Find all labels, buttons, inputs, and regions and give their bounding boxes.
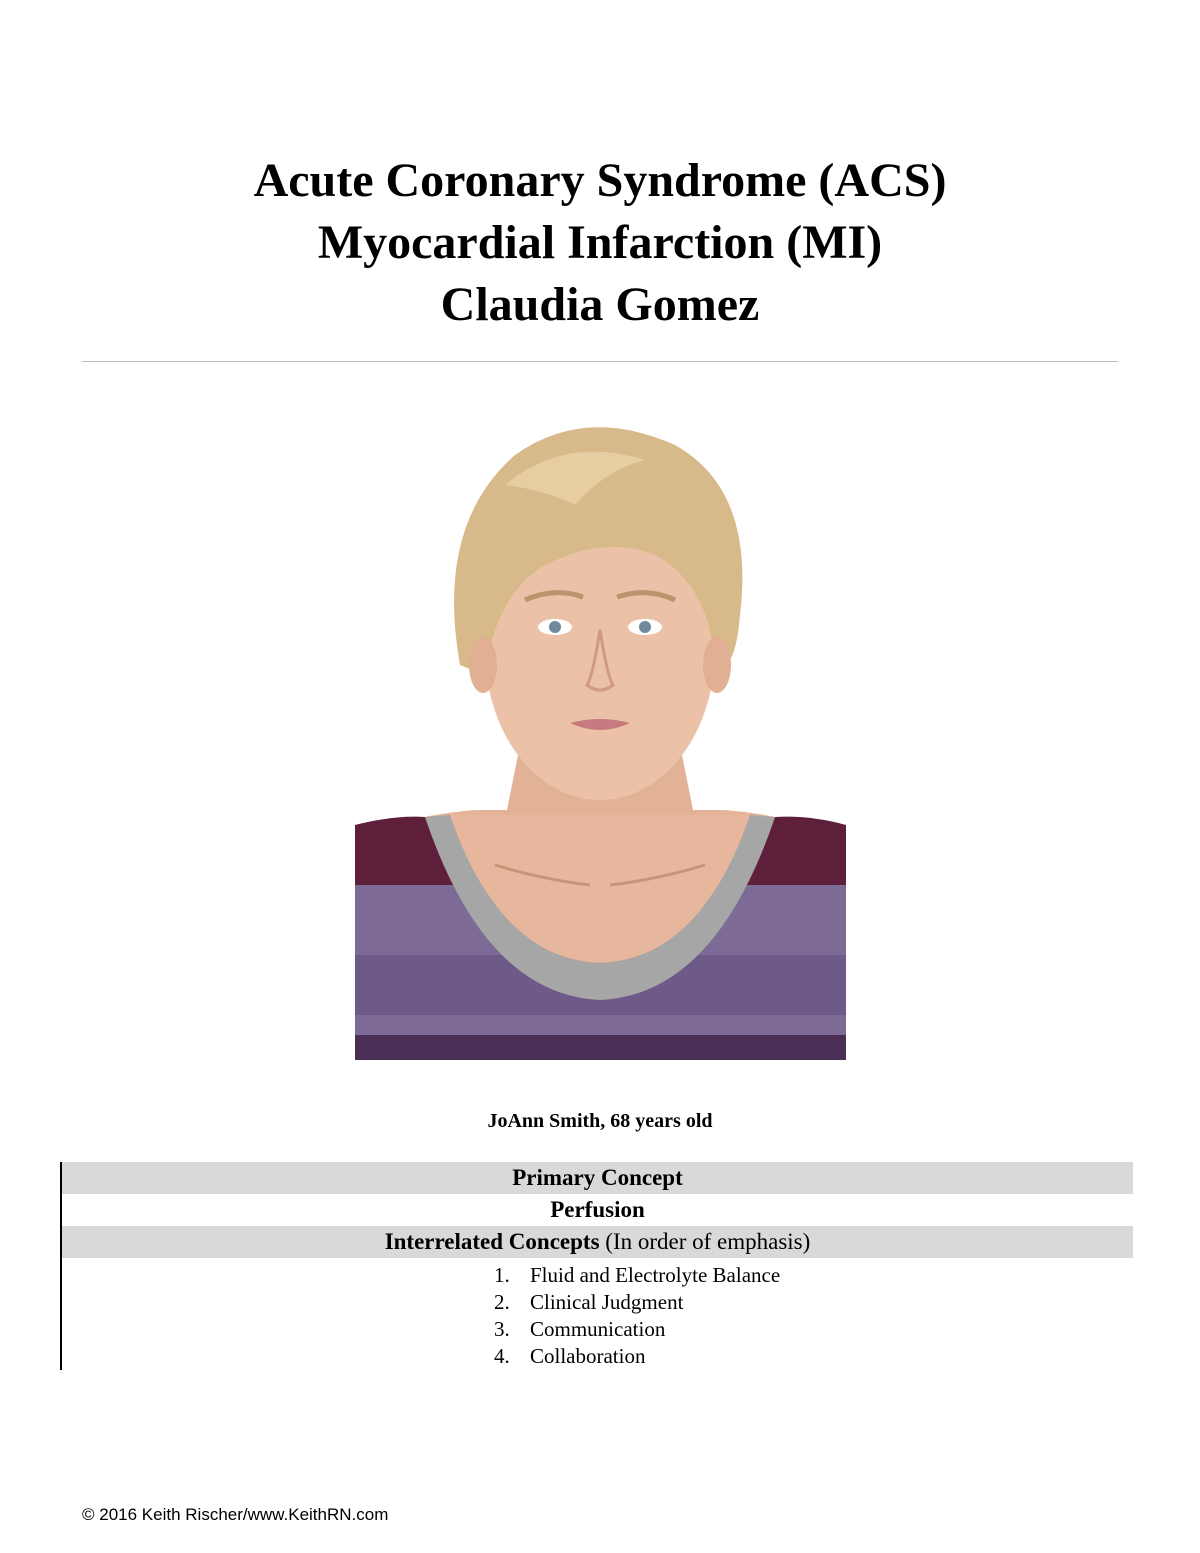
list-item [494, 1316, 780, 1343]
list-item-number: 3. [494, 1317, 510, 1341]
primary-concept-value: Perfusion [550, 1197, 645, 1222]
title-line-2: Myocardial Infarction (MI) [317, 216, 883, 269]
list-item-label: Collaboration [530, 1344, 646, 1368]
title-line-3: Claudia Gomez [440, 278, 760, 331]
list-item-label: Communication [530, 1317, 666, 1341]
list-item-number: 4. [494, 1344, 510, 1368]
patient-caption: JoAnn Smith, 68 years old [487, 1110, 713, 1132]
list-item-label: Clinical Judgment [530, 1290, 684, 1314]
primary-concept-header [62, 1162, 1133, 1194]
list-item [494, 1343, 780, 1370]
patient-portrait-photo [355, 415, 846, 1060]
interrelated-concepts-header [62, 1226, 1133, 1258]
list-item-number: 2. [494, 1290, 510, 1314]
list-item-label: Fluid and Electrolyte Balance [530, 1263, 781, 1287]
document-title [0, 150, 1200, 336]
interrelated-concepts-note: (In order of emphasis) [599, 1229, 811, 1254]
concept-table [60, 1162, 1133, 1370]
interrelated-concepts-label: Interrelated Concepts [384, 1229, 600, 1254]
list-item [494, 1262, 780, 1289]
title-line-1: Acute Coronary Syndrome (ACS) [253, 154, 947, 207]
list-item-number: 1. [494, 1263, 510, 1287]
primary-concept-label: Primary Concept [512, 1165, 683, 1190]
interrelated-concepts-list [494, 1262, 780, 1370]
list-item [494, 1289, 780, 1316]
title-divider [82, 361, 1118, 362]
patient-portrait-icon [355, 415, 846, 1060]
copyright-footer: © 2016 Keith Rischer/www.KeithRN.com [82, 1505, 389, 1524]
primary-concept-row [62, 1194, 1133, 1226]
